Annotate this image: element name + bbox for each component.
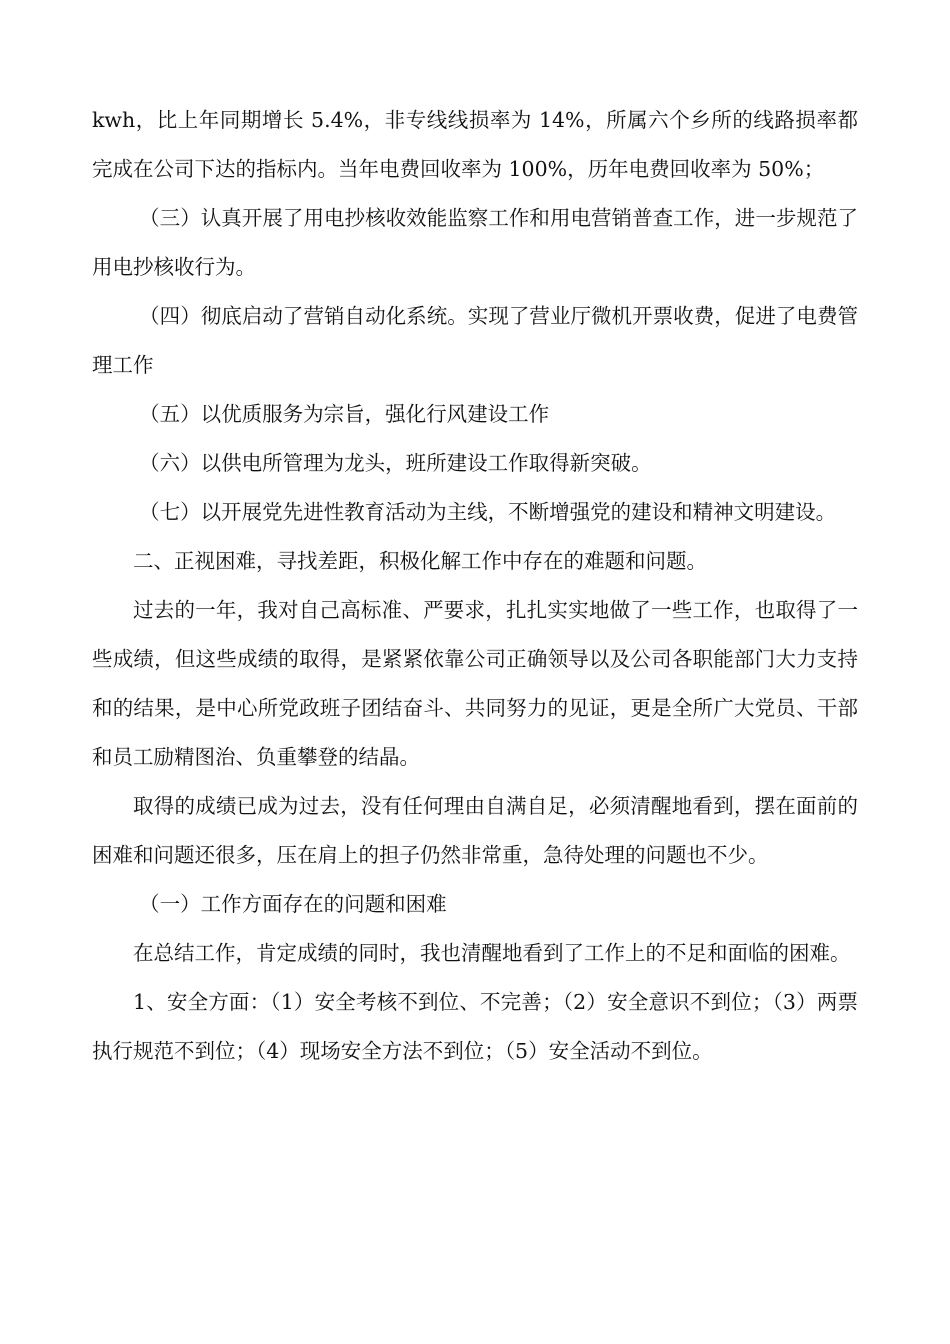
subsection-heading-1: （一）工作方面存在的问题和困难 <box>139 892 447 916</box>
paragraph-7: 过去的一年，我对自己高标准、严要求，扎扎实实地做了一些工作，也取得了一些成绩，但这些成绩的取得，是紧紧依靠公司正确领导以及公司各职能部门大力支持和的结果，是中心所党政班子团结奋斗、共同努力的见证，更是全所广大党员、干部和员工励精图治、负重攀登的结晶。 <box>92 598 858 769</box>
paragraph-2: （三）认真开展了用电抄核收效能监察工作和用电营销普查工作，进一步规范了用电抄核收行为。 <box>92 206 858 279</box>
paragraph-10: 1、安全方面：（1）安全考核不到位、不完善；（2）安全意识不到位；（3）两票执行规范不到位；（4）现场安全方法不到位；（5）安全活动不到位。 <box>92 990 858 1063</box>
document-page <box>92 96 858 1076</box>
paragraph-5: （六）以供电所管理为龙头，班所建设工作取得新突破。 <box>139 451 652 475</box>
paragraph-6: （七）以开展党先进性教育活动为主线，不断增强党的建设和精神文明建设。 <box>139 500 837 524</box>
section-heading-2: 二、正视困难，寻找差距，积极化解工作中存在的难题和问题。 <box>133 549 707 573</box>
paragraph-1: kwh，比上年同期增长 5.4%，非专线线损率为 14%，所属六个乡所的线路损率都完成在公司下达的指标内。当年电费回收率为 100%，历年电费回收率为 50%； <box>92 108 858 181</box>
paragraph-9: 在总结工作，肯定成绩的同时，我也清醒地看到了工作上的不足和面临的困难。 <box>133 941 851 965</box>
paragraph-8: 取得的成绩已成为过去，没有任何理由自满自足，必须清醒地看到，摆在面前的困难和问题还很多，压在肩上的担子仍然非常重，急待处理的问题也不少。 <box>92 794 858 867</box>
paragraph-3: （四）彻底启动了营销自动化系统。实现了营业厅微机开票收费，促进了电费管理工作 <box>92 304 858 377</box>
paragraph-4: （五）以优质服务为宗旨，强化行风建设工作 <box>139 402 550 426</box>
